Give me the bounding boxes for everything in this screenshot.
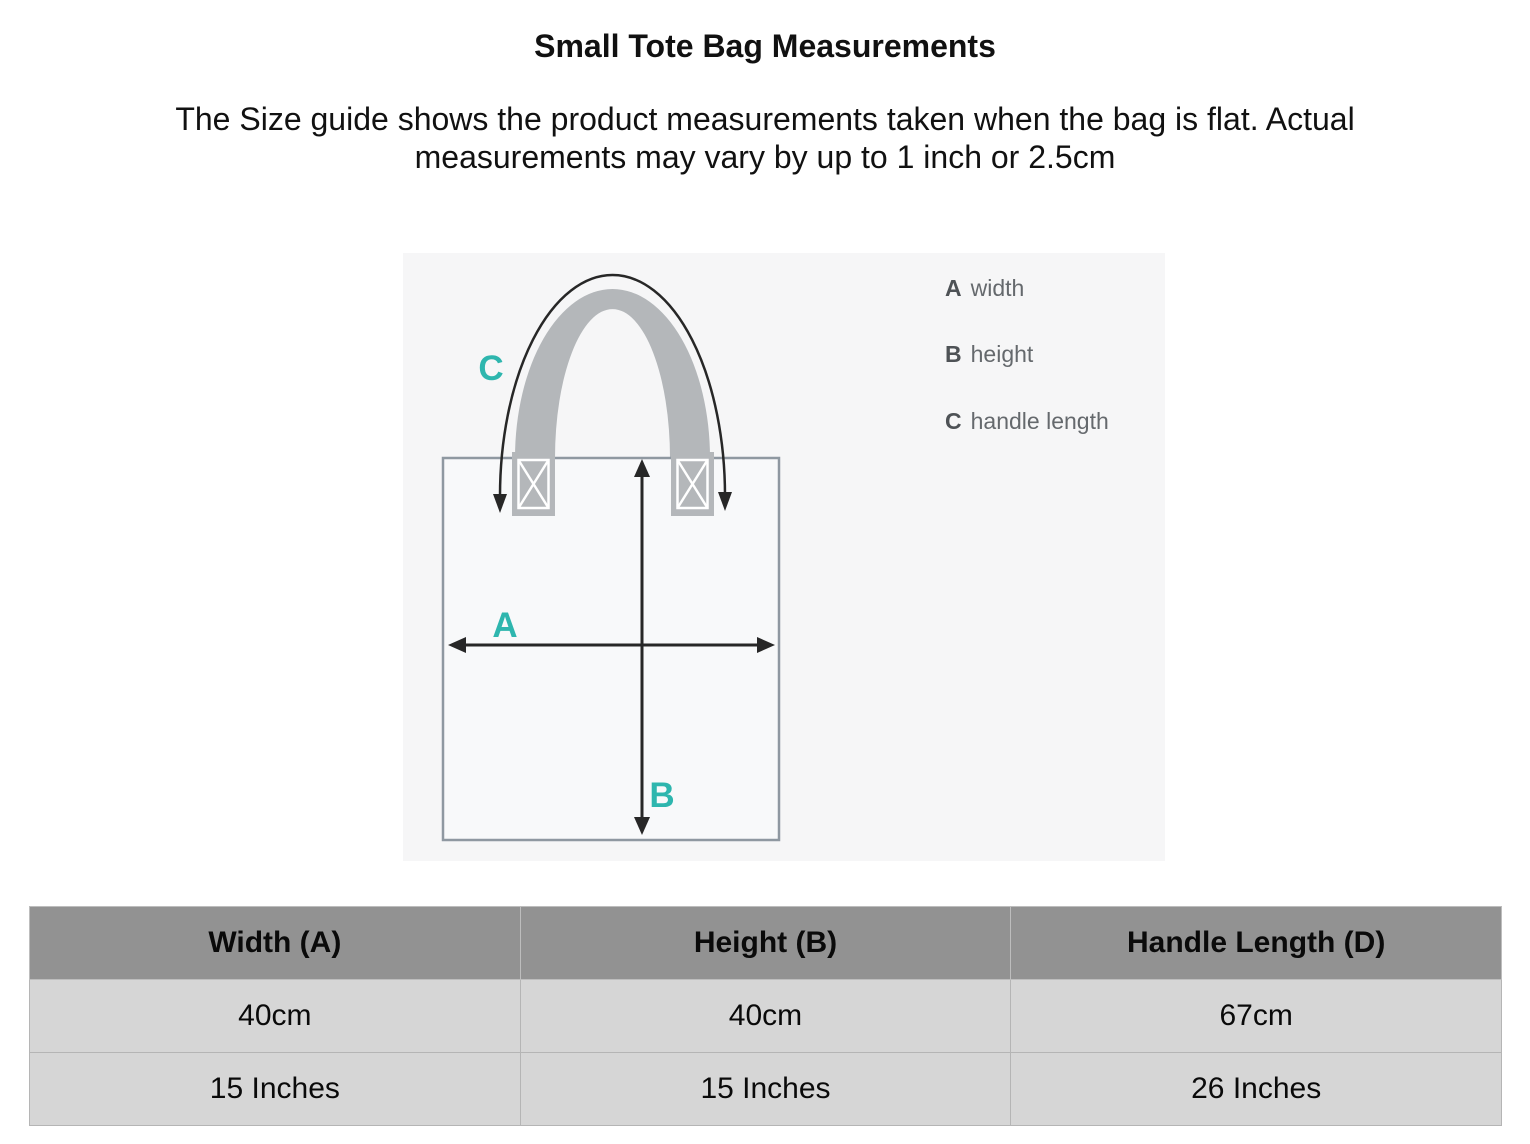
legend-item-height bbox=[945, 341, 1033, 369]
table-header-row bbox=[30, 907, 1502, 980]
tote-bag-diagram bbox=[403, 253, 1165, 861]
width-cm-cell: 40cm bbox=[30, 980, 521, 1053]
legend-key-b: B bbox=[945, 341, 962, 367]
table-header-handle-length: Handle Length (D) bbox=[1011, 907, 1502, 980]
bag-handle-shape bbox=[515, 289, 710, 458]
size-guide-description: The Size guide shows the product measurements taken when the bag is flat. Actual measurements may vary by up to 1 inch or 2.5cm bbox=[175, 101, 1355, 175]
legend-item-handle-length bbox=[945, 408, 1109, 436]
table-row-inches bbox=[30, 1053, 1502, 1126]
table-header-width: Width (A) bbox=[30, 907, 521, 980]
legend-item-width bbox=[945, 275, 1024, 303]
legend-key-a: A bbox=[945, 275, 962, 301]
width-inches-cell: 15 Inches bbox=[30, 1053, 521, 1126]
marker-b-label: B bbox=[649, 776, 675, 815]
legend-label-width: width bbox=[970, 275, 1025, 301]
handle-length-inches-cell: 26 Inches bbox=[1011, 1053, 1502, 1126]
page-title: Small Tote Bag Measurements bbox=[534, 28, 996, 64]
measurements-table bbox=[29, 906, 1502, 1126]
handle-tab-right bbox=[671, 452, 714, 516]
marker-a-label: A bbox=[492, 606, 518, 645]
height-cm-cell: 40cm bbox=[520, 980, 1011, 1053]
bag-body-shape bbox=[443, 458, 779, 840]
table-header-height: Height (B) bbox=[520, 907, 1011, 980]
legend-label-handle-length: handle length bbox=[970, 408, 1109, 434]
handle-tab-left bbox=[512, 452, 555, 516]
size-diagram-panel bbox=[403, 253, 1165, 861]
handle-length-cm-cell: 67cm bbox=[1011, 980, 1502, 1053]
legend-key-c: C bbox=[945, 408, 962, 434]
height-inches-cell: 15 Inches bbox=[520, 1053, 1011, 1126]
table-row-cm bbox=[30, 980, 1502, 1053]
marker-c-label: C bbox=[478, 349, 504, 388]
legend-label-height: height bbox=[970, 341, 1034, 367]
